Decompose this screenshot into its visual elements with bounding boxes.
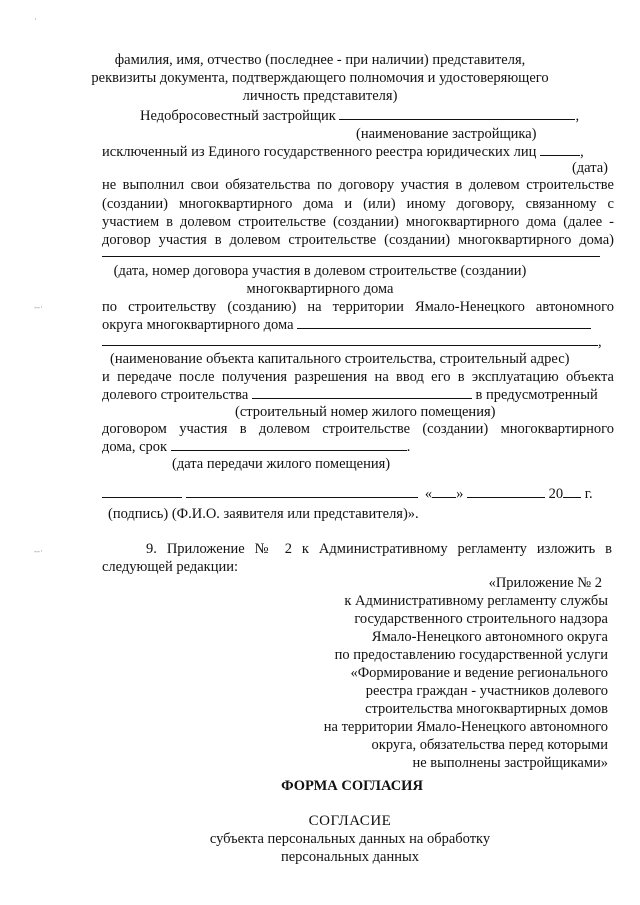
appendix-line: на территории Ямало-Ненецкого автономного <box>323 719 608 735</box>
form-subtitle: персональных данных <box>280 849 419 865</box>
text-line: следующей редакции: <box>102 559 239 575</box>
text-line: личность представителя) <box>242 88 398 104</box>
label: Недобросовестный застройщик <box>140 108 336 124</box>
label: в предусмотренный <box>475 387 598 403</box>
appendix-line: не выполнены застройщиками» <box>412 755 608 771</box>
appendix-line: округа, обязательства перед которыми <box>371 737 608 753</box>
fill-blank <box>102 333 598 346</box>
year-prefix: 20 <box>548 486 564 502</box>
form-title: СОГЛАСИЕ <box>308 813 392 829</box>
text-line <box>102 333 602 351</box>
caption: (строительный номер жилого помещения) <box>235 404 496 420</box>
appendix-line: государственного строительного надзора <box>354 611 608 627</box>
text-line <box>102 316 591 334</box>
signature-line <box>102 485 593 503</box>
label: округа многоквартирного дома <box>102 317 294 333</box>
form-heading: ФОРМА СОГЛАСИЯ <box>281 778 423 794</box>
caption: (наименование застройщика) <box>356 126 537 142</box>
caption: (наименование объекта капитального строительства, строительный адрес) <box>110 351 570 367</box>
fill-blank <box>102 485 182 498</box>
text-line: (создании) многоквартирного дома и (или) иному договору, связанному с <box>102 196 614 212</box>
punct: , <box>580 144 584 160</box>
fill-blank <box>339 107 575 120</box>
scan-mark: ‑‑· <box>34 546 43 556</box>
appendix-line: «Приложение № 2 <box>488 575 602 591</box>
text-line: договор участия в долевом строительстве (создании) многоквартирного дома) <box>102 232 614 248</box>
appendix-line: по предоставлению государственной услуги <box>334 647 608 663</box>
fill-blank <box>102 244 600 257</box>
fill-blank <box>297 316 591 329</box>
appendix-line: строительства многоквартирных домов <box>365 701 608 717</box>
text-line: участием в долевом строительстве (создании) многоквартирного дома (далее - <box>102 214 614 230</box>
caption: (подпись) (Ф.И.О. заявителя или представителя)». <box>108 506 419 522</box>
fill-blank <box>540 143 580 156</box>
text-line: по строительству (созданию) на территории Ямало-Ненецкого автономного <box>102 299 614 315</box>
text-line <box>102 438 410 456</box>
label: долевого строительства <box>102 387 249 403</box>
text-line <box>140 107 579 125</box>
fill-blank <box>563 485 581 498</box>
label: дома, срок <box>102 439 168 455</box>
fill-blank <box>186 485 418 498</box>
fill-blank <box>467 485 545 498</box>
punct: « <box>424 486 433 502</box>
punct: , <box>575 108 580 124</box>
fill-blank <box>432 485 456 498</box>
caption: (дата) <box>571 160 608 176</box>
text-line <box>102 143 584 161</box>
appendix-line: «Формирование и ведение регионального <box>350 665 608 681</box>
scan-mark: ‑‑· <box>34 302 43 312</box>
text-line: реквизиты документа, подтверждающего полномочия и удостоверяющего <box>91 70 549 86</box>
form-subtitle: субъекта персональных данных на обработку <box>209 831 491 847</box>
text-line: фамилия, имя, отчество (последнее - при наличии) представителя, <box>114 52 526 68</box>
text-line <box>102 386 598 404</box>
text-line: не выполнил свои обязательства по договору участия в долевом строительстве <box>102 177 614 193</box>
text-line: и передаче после получения разрешения на ввод его в эксплуатацию объекта <box>102 369 614 385</box>
punct: » <box>456 486 464 502</box>
punct: . <box>406 439 411 455</box>
caption: (дата, номер договора участия в долевом строительстве (создании) <box>113 263 527 279</box>
appendix-line: реестра граждан - участников долевого <box>365 683 608 699</box>
caption: (дата передачи жилого помещения) <box>172 456 391 472</box>
fill-blank <box>252 386 472 399</box>
appendix-line: Ямало-Ненецкого автономного округа <box>371 629 608 645</box>
caption: многоквартирного дома <box>246 281 394 297</box>
punct: , <box>598 334 602 350</box>
scan-mark: · <box>34 14 37 24</box>
text-line <box>102 244 600 262</box>
text-line: договором участия в долевом строительстве (создании) многоквартирного <box>102 421 614 437</box>
text-line: 9. Приложение № 2 к Административному регламенту изложить в <box>146 541 612 557</box>
label: исключенный из Единого государственного реестра юридических лиц <box>102 144 537 160</box>
appendix-line: к Административному регламенту службы <box>344 593 608 609</box>
year-suffix: г. <box>584 486 593 502</box>
fill-blank <box>171 438 407 451</box>
